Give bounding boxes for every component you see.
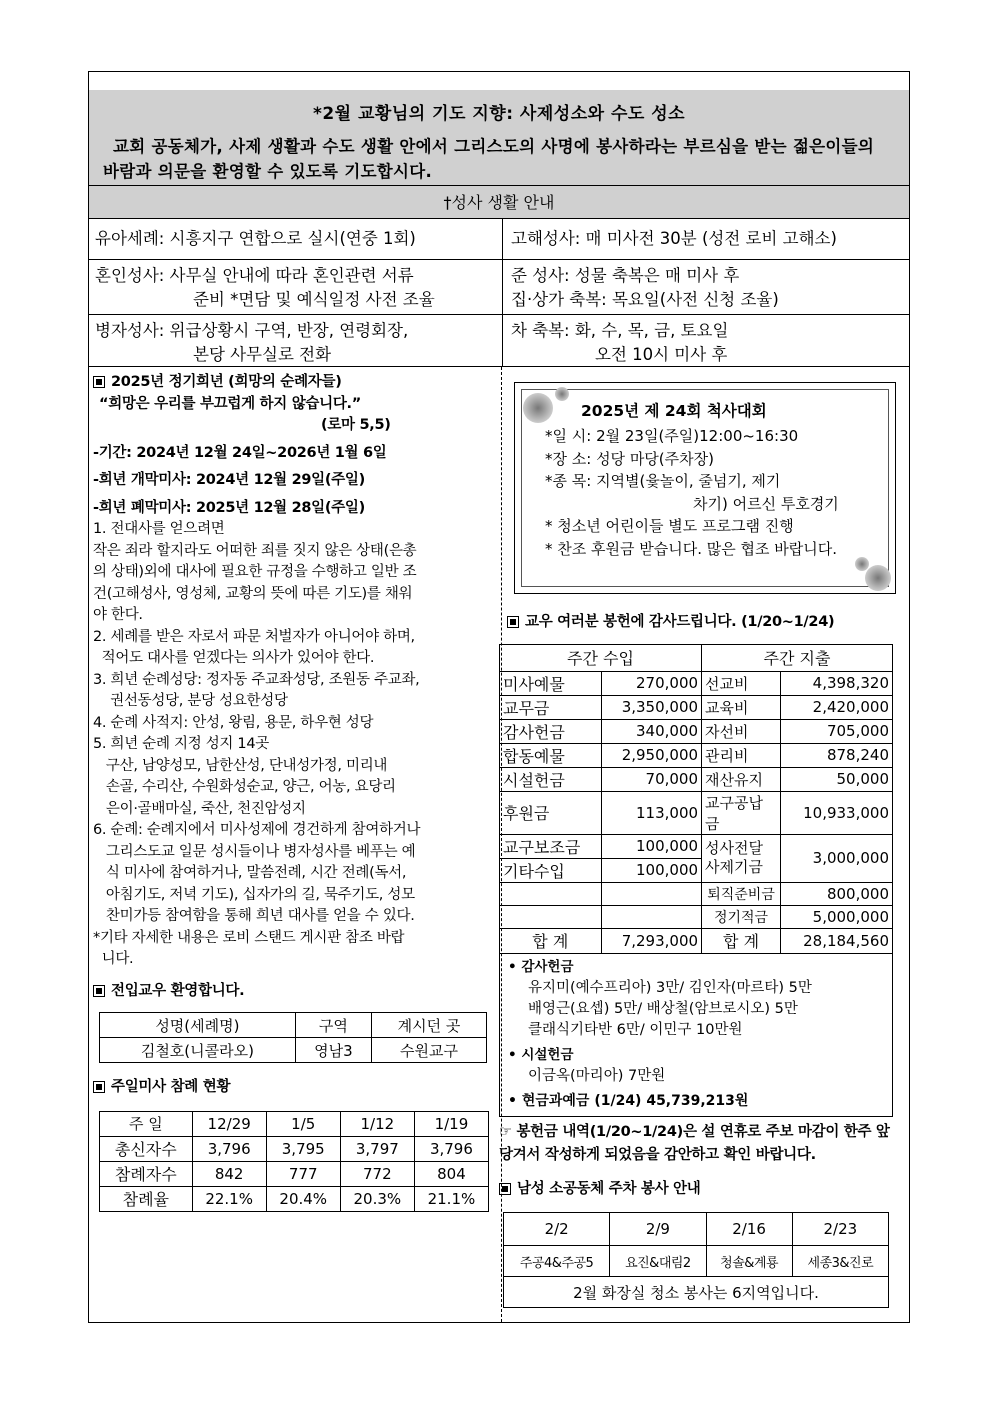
parking-date: 2/9 xyxy=(610,1213,706,1246)
income-label: 기타수입 xyxy=(500,858,602,882)
income-total: 7,293,000 xyxy=(601,928,701,953)
attendance-cell: 20.3% xyxy=(340,1186,414,1211)
jubilee-item: 작은 죄라 할지라도 어떠한 죄를 짓지 않은 상태(은총 xyxy=(93,542,417,559)
expense-value: 10,933,000 xyxy=(781,791,893,834)
sacraments-row-3 xyxy=(89,315,909,367)
jubilee-item: 6. 순례: 순례지에서 미사성제에 경건하게 참여하거나 xyxy=(93,822,421,838)
sacramental-line-1: 준 성사: 성물 축복은 매 미사 후 xyxy=(511,266,740,285)
expense-label: 관리비 xyxy=(702,743,781,767)
donation-details xyxy=(500,953,893,1116)
table-row xyxy=(500,834,893,858)
sports-line: 차기) 어르신 투호경기 xyxy=(693,494,839,513)
table-row xyxy=(100,1186,489,1211)
attendance-cell: 22.1% xyxy=(192,1186,266,1211)
jubilee-period: -기간: 2024년 12월 24일~2026년 1월 6일 xyxy=(93,444,387,461)
income-value: 2,950,000 xyxy=(601,743,701,767)
jubilee-quote: “희망은 우리를 부끄럽게 하지 않습니다.” xyxy=(99,395,361,412)
infant-baptism: 유아세례: 시흥지구 연합으로 실시(연중 1회) xyxy=(95,229,416,248)
attendance-cell: 777 xyxy=(266,1161,340,1186)
sports-lines xyxy=(545,425,839,560)
balance: • 현금과예금 (1/24) 45,739,213원 xyxy=(508,1092,749,1109)
income-header: 주간 수입 xyxy=(500,644,702,671)
income-value: 270,000 xyxy=(601,671,701,695)
decor-dot-icon xyxy=(523,393,553,423)
table-row xyxy=(500,791,893,834)
parking-team: 청솔&계룡 xyxy=(706,1246,792,1277)
newcomer-heading: 전입교우 환영합니다. xyxy=(93,981,493,1003)
parking-date: 2/23 xyxy=(792,1213,888,1246)
newcomer-cell: 수원교구 xyxy=(371,1038,486,1063)
parking-footer: 2월 화장실 청소 봉사는 6지역입니다. xyxy=(504,1277,889,1308)
facility-line: 이금옥(마리아) 7만원 xyxy=(528,1067,666,1084)
attendance-header: 12/29 xyxy=(192,1111,266,1136)
jubilee-item: *기타 자세한 내용은 로비 스탠드 게시판 참조 바랍 xyxy=(93,929,405,946)
attendance-row-label: 참례자수 xyxy=(100,1161,193,1186)
car-blessing-line-2: 오전 10시 미사 후 xyxy=(595,345,728,364)
jubilee-item: 야 한다. xyxy=(93,607,143,623)
attendance-row-label: 참례율 xyxy=(100,1186,193,1211)
decor-dot-icon xyxy=(865,565,891,591)
income-label: 감사헌금 xyxy=(500,719,602,743)
income-label: 합동예물 xyxy=(500,743,602,767)
jubilee-item: 3. 희년 순례성당: 정자동 주교좌성당, 조원동 주교좌, xyxy=(93,671,420,688)
attendance-heading: 주일미사 참례 현황 xyxy=(93,1077,493,1099)
jubilee-opening: -희년 개막미사: 2024년 12월 29일(주일) xyxy=(93,472,365,488)
expense-value: 878,240 xyxy=(781,743,893,767)
newcomer-header: 성명(세례명) xyxy=(100,1013,296,1038)
income-value: 340,000 xyxy=(601,719,701,743)
income-label: 시설헌금 xyxy=(500,767,602,791)
parking-date: 2/16 xyxy=(706,1213,792,1246)
newcomer-header: 구역 xyxy=(295,1013,371,1038)
attendance-cell: 20.4% xyxy=(266,1186,340,1211)
income-label: 후원금 xyxy=(500,791,602,834)
prayer-title: *2월 교황님의 기도 지향: 사제성소와 수도 성소 xyxy=(312,104,686,124)
expense-header: 주간 지출 xyxy=(702,644,893,671)
attendance-header: 주 일 xyxy=(100,1111,193,1136)
attendance-header: 1/19 xyxy=(414,1111,488,1136)
facility-title: • 시설헌금 xyxy=(508,1046,574,1063)
parking-team: 요진&대림2 xyxy=(610,1246,706,1277)
table-row xyxy=(100,1136,489,1161)
table-row xyxy=(500,719,893,743)
jubilee-item: 니다. xyxy=(93,951,134,967)
parking-heading: 남성 소공동체 주차 봉사 안내 xyxy=(499,1179,909,1201)
sacraments-header: †성사 생활 안내 xyxy=(89,186,909,219)
expense-total: 28,184,560 xyxy=(781,928,893,953)
sports-line: * 찬조 후원금 받습니다. 많은 협조 바랍니다. xyxy=(545,539,837,558)
income-value: 113,000 xyxy=(601,791,701,834)
expense-label: 교구공납금 xyxy=(702,791,781,834)
finance-table xyxy=(499,644,893,1117)
table-row xyxy=(500,695,893,719)
table-row xyxy=(100,1161,489,1186)
jubilee-item: 아침기도, 저녁 기도), 십자가의 길, 묵주기도, 성모 xyxy=(93,886,415,903)
jubilee-item: 찬미가등 참여함을 통해 희년 대사를 얻을 수 있다. xyxy=(93,908,415,924)
parking-date: 2/2 xyxy=(504,1213,610,1246)
sacraments-row-2 xyxy=(89,260,909,315)
bullet-square-icon xyxy=(93,376,105,388)
jubilee-item: 식 미사에 참여하거나, 말씀전례, 시간 전례(독서, xyxy=(93,865,407,881)
jubilee-item: 은이·골배마실, 죽산, 천진암성지 xyxy=(93,800,306,817)
sports-line: *일 시: 2월 23일(주일)12:00~16:30 xyxy=(545,427,799,445)
attendance-cell: 842 xyxy=(192,1161,266,1186)
left-column xyxy=(93,372,493,1212)
right-column xyxy=(499,372,909,1308)
parking-team: 세종3&진로 xyxy=(792,1246,888,1277)
attendance-cell: 772 xyxy=(340,1161,414,1186)
bullet-square-icon xyxy=(499,1183,511,1195)
expense-value: 3,000,000 xyxy=(781,834,893,882)
prayer-body: 교회 공동체가, 사제 생활과 수도 생활 안에서 그리스도의 사명에 봉사하라는 부르심을 받는 젊은이들의 바람과 의문을 환영할 수 있도록 기도합시다. xyxy=(103,137,875,181)
expense-value: 705,000 xyxy=(781,719,893,743)
table-row xyxy=(500,767,893,791)
jubilee-item: 권선동성당, 분당 성요한성당 xyxy=(93,693,288,709)
jubilee-item: 그리스도교 일문 성시들이나 병자성사를 베푸는 예 xyxy=(93,843,416,860)
jubilee-item: 4. 순례 사적지: 안성, 왕림, 용문, 하우현 성당 xyxy=(93,714,374,731)
jubilee-item: 손골, 수리산, 수원화성순교, 양근, 어농, 요당리 xyxy=(93,779,396,795)
bullet-square-icon xyxy=(93,985,105,997)
jubilee-item: 의 상태)외에 대사에 필요한 규정을 수행하고 일반 조 xyxy=(93,564,417,580)
thanks-line: 클래식기타반 6만/ 이민구 10만원 xyxy=(528,1021,743,1038)
expense-value: 50,000 xyxy=(781,767,893,791)
finance-note: ☞ 봉헌금 내역(1/20~1/24)은 설 연휴로 주보 마감이 한주 앞당겨서 작성하게 되었음을 감안하고 확인 바랍니다. xyxy=(499,1123,890,1163)
jubilee-quote-ref: (로마 5,5) xyxy=(321,417,391,433)
income-value xyxy=(601,905,701,928)
income-total-label: 합 계 xyxy=(500,928,602,953)
sacramental-line-2: 집·상가 축복: 목요일(사전 신청 조율) xyxy=(511,290,779,309)
expense-value: 4,398,320 xyxy=(781,671,893,695)
newcomer-table xyxy=(99,1012,487,1063)
sports-day-notice xyxy=(514,382,896,594)
newcomer-cell: 김철호(니콜라오) xyxy=(100,1038,296,1063)
bullet-square-icon xyxy=(507,616,519,628)
jubilee-item: 1. 전대사를 얻으려면 xyxy=(93,521,225,537)
table-row xyxy=(100,1038,487,1063)
jubilee-heading: 2025년 정기희년 (희망의 순례자들) xyxy=(93,372,493,394)
jubilee-closing: -희년 폐막미사: 2025년 12월 28일(주일) xyxy=(93,499,365,516)
jubilee-item: 2. 세례를 받은 자로서 파문 처벌자가 아니어야 하며, xyxy=(93,628,415,645)
marriage-line-2: 준비 *면담 및 예식일정 사전 조율 xyxy=(193,290,435,309)
income-value: 3,350,000 xyxy=(601,695,701,719)
sacraments-row-1 xyxy=(89,219,909,260)
thanks-line: 배영근(요셉) 5만/ 배상철(암브로시오) 5만 xyxy=(528,1000,798,1017)
confession: 고해성사: 매 미사전 30분 (성전 로비 고해소) xyxy=(511,229,837,248)
income-label: 교무금 xyxy=(500,695,602,719)
bullet-square-icon xyxy=(93,1081,105,1093)
jubilee-item: 적어도 대사를 얻겠다는 의사가 있어야 한다. xyxy=(93,650,375,666)
income-value: 100,000 xyxy=(601,834,701,858)
table-row xyxy=(500,905,893,928)
income-value: 100,000 xyxy=(601,858,701,882)
bulletin-frame xyxy=(88,71,910,1323)
attendance-table xyxy=(99,1111,489,1212)
thanks-line: 유지미(예수프리아) 3만/ 김인자(마르타) 5만 xyxy=(528,979,812,996)
attendance-cell: 3,795 xyxy=(266,1136,340,1161)
attendance-cell: 3,796 xyxy=(414,1136,488,1161)
table-row xyxy=(500,882,893,905)
newcomer-cell: 영남3 xyxy=(295,1038,371,1063)
income-label xyxy=(500,882,602,905)
sports-line: *종 목: 지역별(윷놀이, 줄넘기, 제기 xyxy=(545,472,781,490)
attendance-cell: 3,796 xyxy=(192,1136,266,1161)
jubilee-items xyxy=(93,519,493,971)
attendance-cell: 21.1% xyxy=(414,1186,488,1211)
expense-label: 정기적금 xyxy=(702,905,781,928)
sports-line: * 청소년 어린이들 별도 프로그램 진행 xyxy=(545,517,794,535)
anointing-line-2: 본당 사무실로 전화 xyxy=(193,345,332,364)
expense-total-label: 합 계 xyxy=(702,928,781,953)
jubilee-item: 5. 희년 순례 지정 성지 14곳 xyxy=(93,736,269,752)
attendance-header: 1/5 xyxy=(266,1111,340,1136)
expense-label: 선교비 xyxy=(702,671,781,695)
income-label: 교구보조금 xyxy=(500,834,602,858)
sports-title: 2025년 제 24회 척사대회 xyxy=(581,402,767,420)
car-blessing-line-1: 차 축복: 화, 수, 목, 금, 토요일 xyxy=(511,321,729,340)
finance-heading: 교우 여러분 봉헌에 감사드립니다. (1/20~1/24) xyxy=(507,612,909,634)
expense-label: 퇴직준비금 xyxy=(702,882,781,905)
decor-dot-icon xyxy=(855,557,869,571)
newcomer-header: 계시던 곳 xyxy=(371,1013,486,1038)
expense-value: 5,000,000 xyxy=(781,905,893,928)
expense-label: 자선비 xyxy=(702,719,781,743)
marriage-line-1: 혼인성사: 사무실 안내에 따라 혼인관련 서류 xyxy=(95,266,414,285)
expense-label: 성사전달 사제기금 xyxy=(702,834,781,882)
jubilee-item: 구산, 남양성모, 남한산성, 단내성가정, 미리내 xyxy=(93,757,388,774)
attendance-row-label: 총신자수 xyxy=(100,1136,193,1161)
expense-value: 800,000 xyxy=(781,882,893,905)
prayer-intention xyxy=(89,90,909,186)
income-value: 70,000 xyxy=(601,767,701,791)
parking-table xyxy=(503,1212,889,1308)
table-row xyxy=(500,743,893,767)
expense-label: 재산유지 xyxy=(702,767,781,791)
income-label xyxy=(500,905,602,928)
table-row xyxy=(500,671,893,695)
thanks-title: • 감사헌금 xyxy=(508,958,574,975)
parking-team: 주공4&주공5 xyxy=(504,1246,610,1277)
decor-dot-icon xyxy=(555,387,569,401)
attendance-cell: 804 xyxy=(414,1161,488,1186)
anointing-line-1: 병자성사: 위급상황시 구역, 반장, 연령회장, xyxy=(95,321,409,340)
top-border xyxy=(89,72,909,91)
sports-line: *장 소: 성당 마당(주차장) xyxy=(545,449,714,468)
jubilee-item: 건(고해성사, 영성체, 교황의 뜻에 따른 기도)를 채워 xyxy=(93,585,413,602)
expense-value: 2,420,000 xyxy=(781,695,893,719)
income-value xyxy=(601,882,701,905)
attendance-cell: 3,797 xyxy=(340,1136,414,1161)
income-label: 미사예물 xyxy=(500,671,602,695)
attendance-header: 1/12 xyxy=(340,1111,414,1136)
expense-label: 교육비 xyxy=(702,695,781,719)
